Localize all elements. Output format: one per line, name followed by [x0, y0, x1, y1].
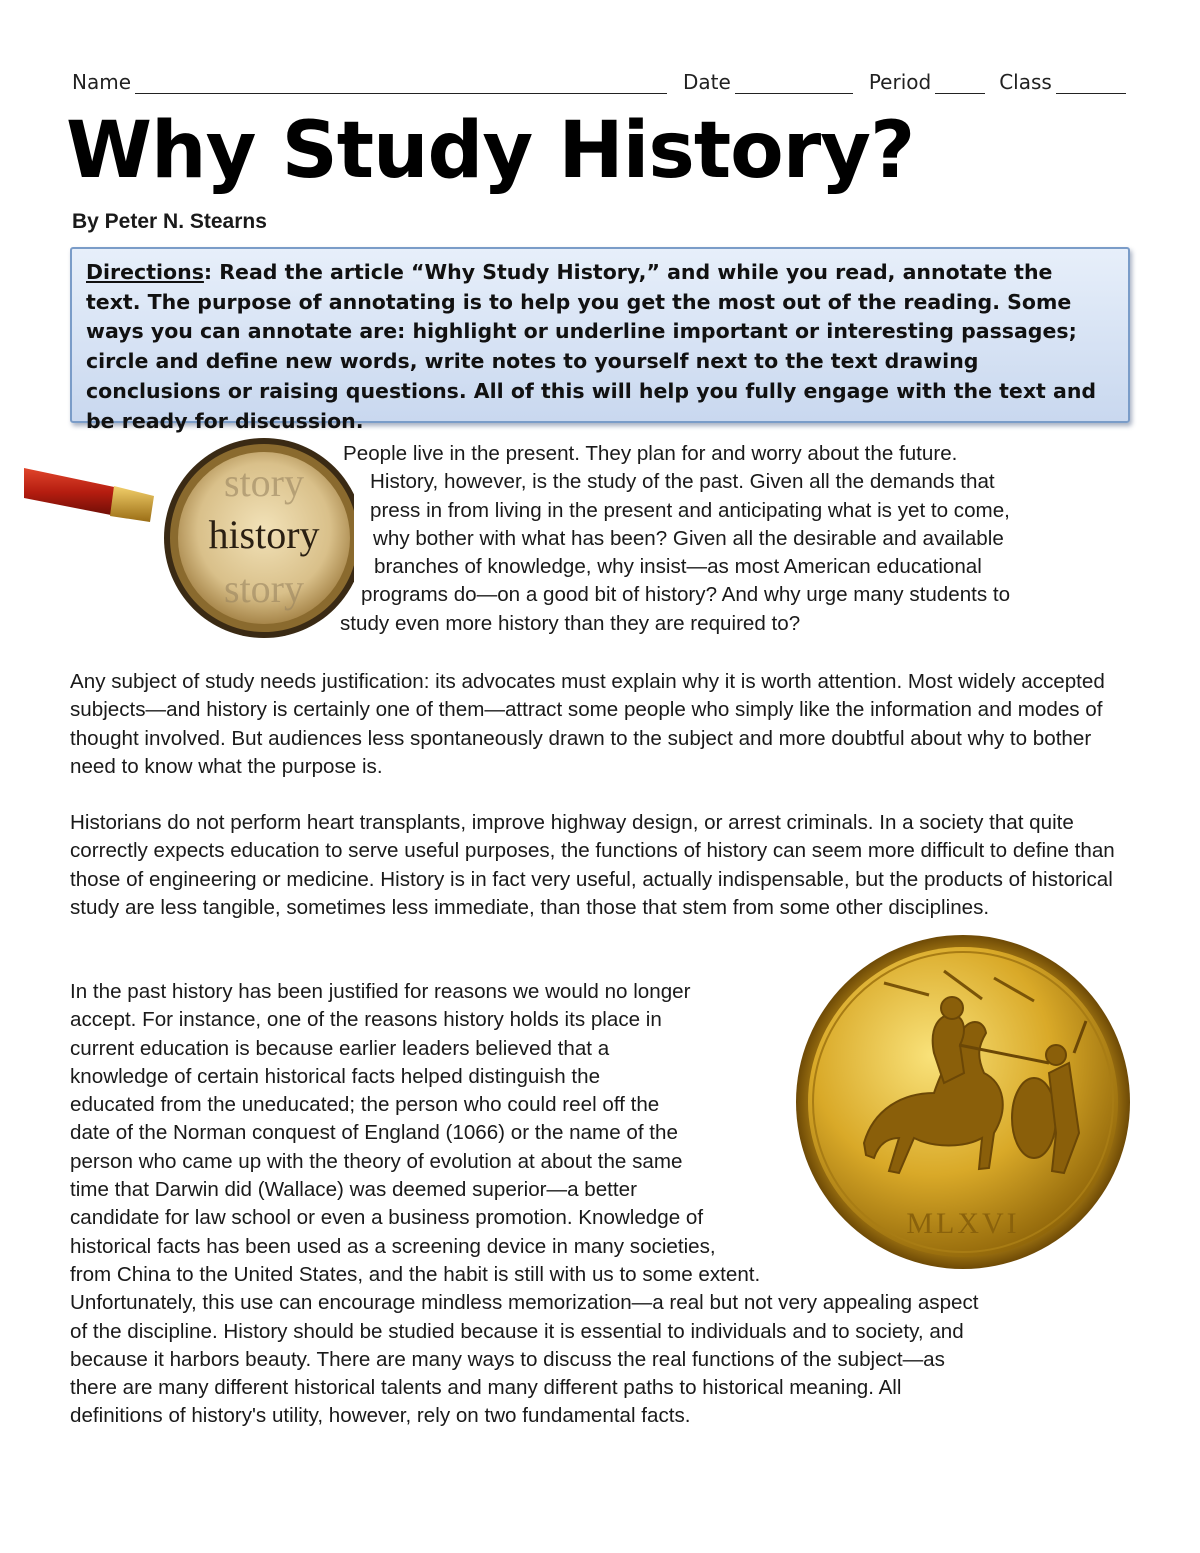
intro-line: why bother with what has been? Given all the desirable and available	[373, 526, 1004, 550]
intro-line: People live in the present. They plan for and worry about the future.	[343, 442, 958, 465]
p4-line: educated from the uneducated; the person who could reel off the	[70, 1093, 660, 1117]
p4-line: candidate for law school or even a business promotion. Knowledge of	[70, 1206, 704, 1230]
period-label: Period	[868, 70, 932, 94]
name-label: Name	[72, 70, 132, 94]
p4-line: from China to the United States, and the habit is still with us to some extent.	[70, 1262, 761, 1286]
lens-word: history	[208, 512, 320, 557]
p4-line: In the past history has been justified for reasons we would no longer	[70, 980, 691, 1003]
medal-inscription: MLXVI	[906, 1207, 1020, 1240]
intro-line: History, however, is the study of the past. Given all the demands that	[370, 470, 995, 494]
p4-line: because it harbors beauty. There are many ways to discuss the real functions of the subject—as	[70, 1347, 945, 1371]
paragraph-historians: Historians do not perform heart transplants, improve highway design, or arrest criminals. In a society that quite correctly expects education to serve useful purposes, the functions of history can seem more difficult to define than those of engineering or medicine. History is in fact very useful, actually indispensable, but the products of historical study are less tangible, sometimes less immediate, than those that stem from some other disciplines.	[70, 811, 1115, 919]
p4-line: there are many different historical talents and many different paths to historical meaning. All	[70, 1376, 902, 1400]
p4-line: definitions of history's utility, however, rely on two fundamental facts.	[70, 1404, 691, 1428]
directions-text: : Read the article “Why Study History,” and while you read, annotate the text. The purpose of annotating is to help you get the most out of the reading. Some ways you can annotate are: highlight or underline important or interesting passages; circle and define new words, write notes to yourself next to the text drawing conclusions or raising questions. All of this will help you fully engage with the text and be ready for discussion.	[86, 260, 1097, 433]
p4-line: person who came up with the theory of evolution at about the same	[70, 1149, 683, 1173]
date-blank[interactable]	[735, 71, 853, 94]
directions-label: Directions	[86, 260, 204, 284]
p4-line: knowledge of certain historical facts helped distinguish the	[70, 1064, 601, 1088]
p4-line: date of the Norman conquest of England (1066) or the name of the	[70, 1121, 678, 1145]
period-blank[interactable]	[935, 71, 985, 94]
directions-box	[70, 247, 1130, 433]
p4-line: current education is because earlier leaders believed that a	[70, 1036, 610, 1060]
paragraph-justification: Any subject of study needs justification: its advocates must explain why it is worth attention. Most widely accepted subjects—and history is certainly one of them—attract some people who simply like the information and modes of thought involved. But audiences less spontaneously drawn to the subject and more doubtful about why to bother need to know what the purpose is.	[70, 670, 1105, 778]
lens-text-top: story	[224, 460, 304, 505]
intro-line: programs do—on a good bit of history? And why urge many students to	[361, 583, 1011, 607]
intro-paragraph	[340, 440, 1120, 638]
intro-line: press in from living in the present and anticipating what is yet to come,	[370, 498, 1010, 522]
p4-line: accept. For instance, one of the reasons history holds its place in	[70, 1008, 662, 1032]
author-byline: By Peter N. Stearns	[72, 210, 267, 233]
student-info-line	[72, 70, 1130, 94]
lens-text-bottom: story	[224, 566, 304, 611]
magnifying-glass-image	[24, 436, 354, 646]
p4-line: time that Darwin did (Wallace) was deemed superior—a better	[70, 1178, 637, 1202]
intro-line: study even more history than they are required to?	[340, 611, 801, 635]
date-label: Date	[683, 70, 731, 94]
page-title: Why Study History?	[66, 106, 915, 196]
class-label: Class	[999, 70, 1052, 94]
p4-line: of the discipline. History should be studied because it is essential to individuals and to society, and	[70, 1319, 964, 1343]
p4-line: historical facts has been used as a screening device in many societies,	[70, 1234, 716, 1258]
intro-line: branches of knowledge, why insist—as most American educational	[374, 555, 982, 579]
p4-line: Unfortunately, this use can encourage mindless memorization—a real but not very appealing aspect	[70, 1291, 979, 1315]
class-blank[interactable]	[1056, 71, 1126, 94]
name-blank[interactable]	[135, 71, 667, 94]
paragraph-past-justification	[70, 978, 1125, 1431]
